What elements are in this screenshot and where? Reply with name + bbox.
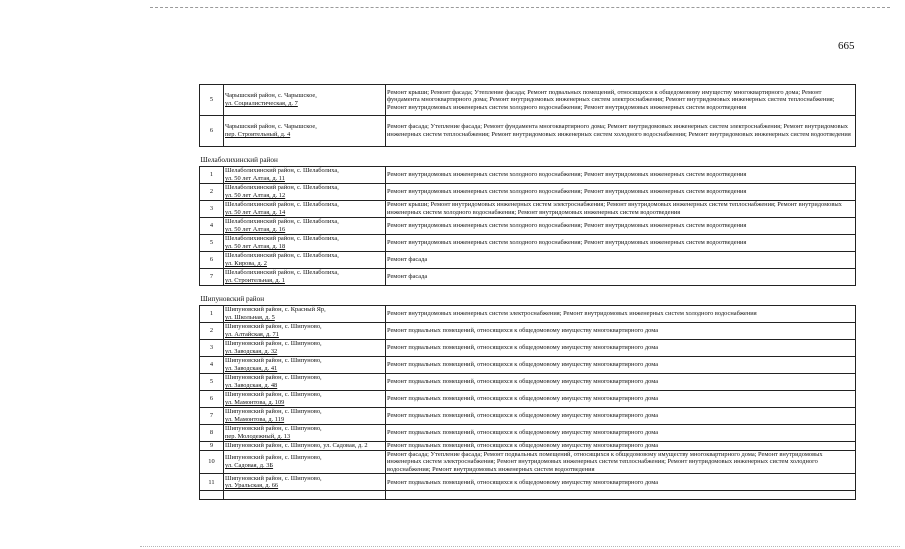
works-cell: Ремонт подвальных помещений, относящихся к общедомовому имуществу многоквартирного дома [386,391,856,408]
address-cell: Шипуновский район, с. Шипуново, пер. Молодежный, д. 13 [224,425,386,442]
table-row [200,340,856,357]
works-cell: Ремонт внутридомовых инженерных систем холодного водоснабжения; Ремонт внутридомовых инженерных систем водоотведения [386,167,856,184]
address-cell: Шелаболихинский район, с. Шелаболиха, ул. 50 лет Алтая, д. 14 [224,201,386,218]
table-row [200,425,856,442]
table-row [200,85,856,116]
row-number: 11 [200,474,224,491]
scan-edge-bottom [140,546,900,547]
table-row [200,218,856,235]
works-cell: Ремонт подвальных помещений, относящихся к общедомовому имуществу многоквартирного дома [386,323,856,340]
table-row [200,306,856,323]
page-number: 665 [838,40,855,52]
table-row [200,184,856,201]
row-number: 5 [200,235,224,252]
table-row-empty [200,491,856,500]
table-row [200,408,856,425]
table-row [200,235,856,252]
row-number: 9 [200,442,224,451]
address-cell: Шипуновский район, с. Шипуново, ул. Заводская, д. 32 [224,340,386,357]
address-cell: Шелаболихинский район, с. Шелаболиха, ул. Кирова, д. 2 [224,252,386,269]
table-row [200,323,856,340]
address-cell: Шелаболихинский район, с. Шелаболиха, ул. 50 лет Алтая, д. 12 [224,184,386,201]
row-number: 8 [200,425,224,442]
table-row [200,167,856,184]
table-row [200,450,856,474]
table-row [200,269,856,286]
row-number: 7 [200,269,224,286]
address-cell: Шелаболихинский район, с. Шелаболиха, ул. 50 лет Алтая, д. 11 [224,167,386,184]
works-cell: Ремонт подвальных помещений, относящихся к общедомовому имуществу многоквартирного дома [386,357,856,374]
table-row [200,391,856,408]
table-row [200,252,856,269]
section-title: Шипуновский район [200,286,856,306]
works-cell: Ремонт фасада; Утепление фасада; Ремонт фундамента многоквартирного дома; Ремонт внутридомовых инженерных систем электроснабжения; Ремонт внутридомовых инженерных систем теплоснабжения; Ремонт внутридомовых инженерных систем холодного водоснабжения; Ремонт внутридомовых инженерных систем водоотведения [386,116,856,147]
address-cell: Шипуновский район, с. Шипуново, ул. Садовая, д. 3Б [224,450,386,474]
row-number: 2 [200,184,224,201]
section-header [200,147,856,167]
address-cell: Шипуновский район, с. Шипуново, ул. Уральская, д. 66 [224,474,386,491]
address-cell: Шелаболихинский район, с. Шелаболиха, ул. 50 лет Алтая, д. 16 [224,218,386,235]
works-cell: Ремонт внутридомовых инженерных систем электроснабжения; Ремонт внутридомовых инженерных систем холодного водоснабжения [386,306,856,323]
row-number: 4 [200,218,224,235]
works-cell: Ремонт подвальных помещений, относящихся к общедомовому имуществу многоквартирного дома [386,340,856,357]
table-row [200,201,856,218]
works-cell: Ремонт внутридомовых инженерных систем холодного водоснабжения; Ремонт внутридомовых инженерных систем водоотведения [386,184,856,201]
address-cell: Шелаболихинский район, с. Шелаболиха, ул. 50 лет Алтая, д. 18 [224,235,386,252]
row-number: 3 [200,340,224,357]
row-number: 7 [200,408,224,425]
address-cell: Чарышский район, с. Чарышское, пер. Строительный, д. 4 [224,116,386,147]
row-number: 5 [200,374,224,391]
works-cell: Ремонт фасада [386,252,856,269]
table-row [200,374,856,391]
repair-program-table [199,84,856,500]
works-cell: Ремонт подвальных помещений, относящихся к общедомовому имуществу многоквартирного дома [386,374,856,391]
address-cell: Шипуновский район, с. Шипуново, ул. Мамонтова, д. 119 [224,408,386,425]
address-cell: Шипуновский район, с. Шипуново, ул. Мамонтова, д. 109 [224,391,386,408]
row-number: 10 [200,450,224,474]
row-number: 3 [200,201,224,218]
row-number: 6 [200,116,224,147]
row-number: 2 [200,323,224,340]
works-cell: Ремонт внутридомовых инженерных систем холодного водоснабжения; Ремонт внутридомовых инженерных систем водоотведения [386,218,856,235]
table-row [200,116,856,147]
address-cell: Шипуновский район, с. Шипуново, ул. Заводская, д. 48 [224,374,386,391]
address-cell: Шипуновский район, с. Шипуново, ул. Заводская, д. 41 [224,357,386,374]
works-cell: Ремонт крыши; Ремонт фасада; Утепление фасада; Ремонт подвальных помещений, относящихся к общедомовому имуществу многоквартирного дома; Ремонт фундамента многоквартирного дома; Ремонт внутридомовых инженерных систем электроснабжения; Ремонт внутридомовых инженерных систем теплоснабжения; Ремонт внутридомовых инженерных систем холодного водоснабжения; Ремонт внутридомовых инженерных систем водоотведения [386,85,856,116]
works-cell: Ремонт фасада; Утепление фасада; Ремонт подвальных помещений, относящихся к общедомовому имуществу многоквартирного дома; Ремонт внутридомовых инженерных систем электроснабжения; Ремонт внутридомовых инженерных систем теплоснабжения; Ремонт внутридомовых инженерных систем холодного водоснабжения; Ремонт внутридомовых инженерных систем водоотведения [386,450,856,474]
row-number: 5 [200,85,224,116]
address-cell: Шипуновский район, с. Красный Яр, ул. Школьная, д. 5 [224,306,386,323]
works-cell: Ремонт подвальных помещений, относящихся к общедомовому имуществу многоквартирного дома [386,442,856,451]
address-cell: Шипуновский район, с. Шипуново, ул. Алтайская, д. 71 [224,323,386,340]
row-number: 6 [200,391,224,408]
row-number: 4 [200,357,224,374]
works-cell: Ремонт подвальных помещений, относящихся к общедомовому имуществу многоквартирного дома [386,474,856,491]
section-title: Шелаболихинский район [200,147,856,167]
table-row [200,474,856,491]
address-cell: Шипуновский район, с. Шипуново, ул. Садовая, д. 2 [224,442,386,451]
row-number: 1 [200,167,224,184]
works-cell: Ремонт фасада [386,269,856,286]
row-number: 1 [200,306,224,323]
table-row [200,357,856,374]
scan-edge-top [150,7,890,8]
works-cell: Ремонт внутридомовых инженерных систем холодного водоснабжения; Ремонт внутридомовых инженерных систем водоотведения [386,235,856,252]
works-cell: Ремонт подвальных помещений, относящихся к общедомовому имуществу многоквартирного дома [386,408,856,425]
address-cell: Чарышский район, с. Чарышское, ул. Социалистическая, д. 7 [224,85,386,116]
address-cell: Шелаболихинский район, с. Шелаболиха, ул. Строительная, д. 1 [224,269,386,286]
row-number: 6 [200,252,224,269]
works-cell: Ремонт крыши; Ремонт внутридомовых инженерных систем электроснабжения; Ремонт внутридомовых инженерных систем теплоснабжения; Ремонт внутридомовых инженерных систем холодного водоснабжения; Ремонт внутридомовых инженерных систем водоотведения [386,201,856,218]
works-cell: Ремонт подвальных помещений, относящихся к общедомовому имуществу многоквартирного дома [386,425,856,442]
table-row [200,442,856,451]
section-header [200,286,856,306]
